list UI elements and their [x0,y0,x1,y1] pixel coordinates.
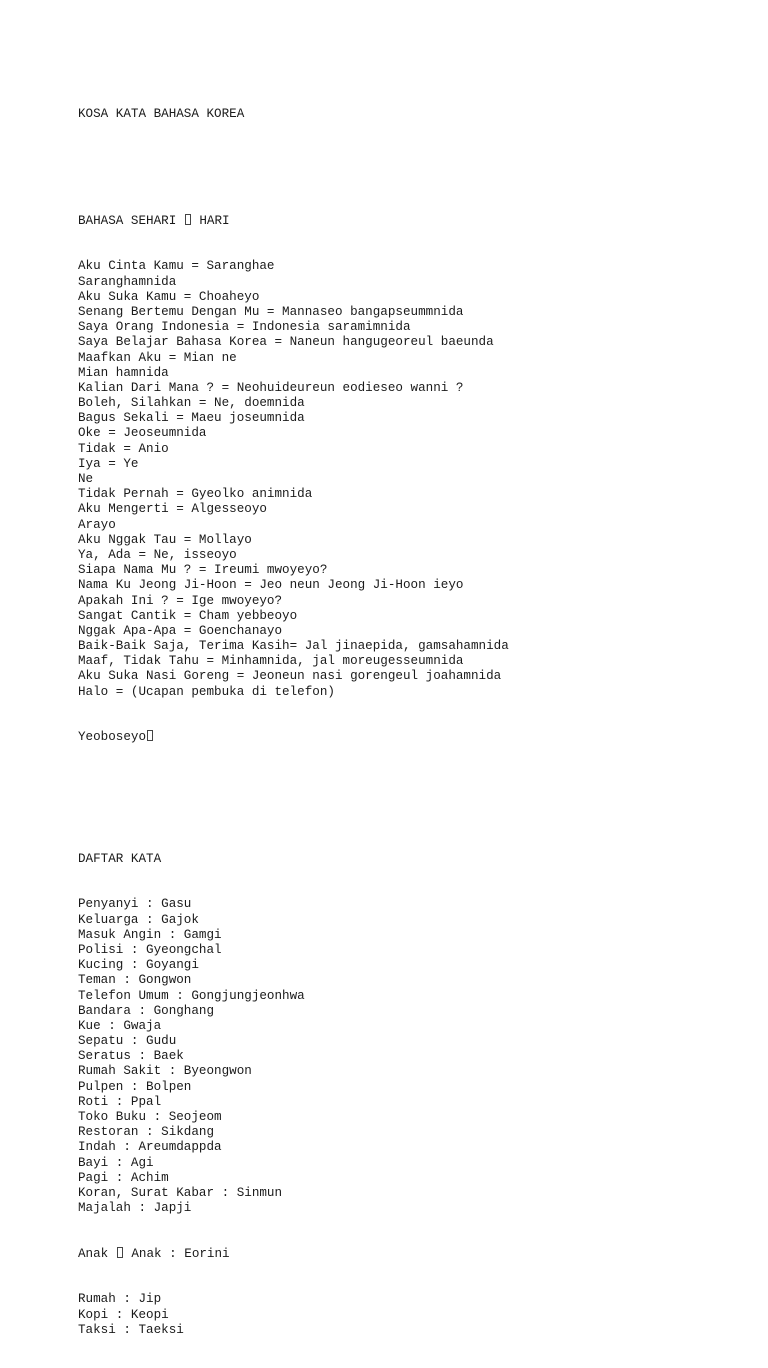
phrase-line: Maaf, Tidak Tahu = Minhamnida, jal moreugesseumnida [78,654,464,669]
phrase-line: Boleh, Silahkan = Ne, doemnida [78,396,305,411]
vocabulary-line: Masuk Angin : Gamgi [78,927,222,942]
phrase-line: Mian hamnida [78,365,169,380]
vocabulary-line: Roti : Ppal [78,1094,162,1109]
phrase-line: Tidak Pernah = Gyeolko animnida [78,487,313,502]
phrase-line: Baik-Baik Saja, Terima Kasih= Jal jinaepida, gamsahamnida [78,639,509,654]
phrase-line: Senang Bertemu Dengan Mu = Mannaseo bangapseummnida [78,304,464,319]
vocabulary-line: Kue : Gwaja [78,1018,162,1033]
phrase-line: Aku Suka Kamu = Choaheyo [78,289,260,304]
heading-text-post: HARI [191,213,230,228]
vocabulary-line: Bandara : Gonghang [78,1003,215,1018]
phrase-line: Iya = Ye [78,456,139,471]
phrase-line: Saya Belajar Bahasa Korea = Naneun hangugeoreul baeunda [78,335,494,350]
vocabulary-line-anak [78,1247,718,1262]
vocabulary-line: Pagi : Achim [78,1170,169,1185]
phrase-line: Nama Ku Jeong Ji-Hoon = Jeo neun Jeong Ji-Hoon ieyo [78,578,464,593]
vocabulary-line: Majalah : Japji [78,1201,192,1216]
missing-glyph-icon [147,730,153,741]
document-text [78,77,718,1368]
vocabulary-line: Kucing : Goyangi [78,958,199,973]
phrase-line: Nggak Apa-Apa = Goenchanayo [78,623,283,638]
vocabulary-line: Telefon Umum : Gongjungjeonhwa [78,988,305,1003]
phrase-line: Aku Mengerti = Algesseoyo [78,502,267,517]
vocabulary-line: Keluarga : Gajok [78,912,199,927]
vocabulary-line: Toko Buku : Seojeom [78,1110,222,1125]
vocabulary-line: Pulpen : Bolpen [78,1079,192,1094]
vocabulary-list [78,897,718,1216]
phrase-line: Halo = (Ucapan pembuka di telefon) [78,684,335,699]
vocabulary-line: Teman : Gongwon [78,973,192,988]
blank-line [78,791,718,806]
blank-line [78,153,718,168]
phrase-line: Maafkan Aku = Mian ne [78,350,237,365]
phrase-text: Yeoboseyo [78,730,147,745]
vocabulary-line: Indah : Areumdappda [78,1140,222,1155]
missing-glyph-icon [185,214,191,225]
heading-text-pre: BAHASA SEHARI [78,213,184,228]
phrase-line: Siapa Nama Mu ? = Ireumi mwoyeyo? [78,563,328,578]
phrase-line: Tidak = Anio [78,441,169,456]
vocabulary-line: Seratus : Baek [78,1049,184,1064]
phrase-line: Ya, Ada = Ne, isseoyo [78,547,237,562]
vocabulary-line: Koran, Surat Kabar : Sinmun [78,1185,283,1200]
vocabulary-line: Rumah : Jip [78,1292,162,1307]
section-heading-bahasa-sehari [78,214,718,229]
phrase-line: Aku Nggak Tau = Mollayo [78,532,252,547]
phrase-line: Sangat Cantik = Cham yebbeoyo [78,608,298,623]
vocabulary-line: Taksi : Taeksi [78,1322,184,1337]
document-title: KOSA KATA BAHASA KOREA [78,107,245,122]
phrase-line: Apakah Ini ? = Ige mwoyeyo? [78,593,283,608]
phrase-line: Saya Orang Indonesia = Indonesia saramimnida [78,320,411,335]
vocabulary-line: Bayi : Agi [78,1155,154,1170]
phrase-line-yeoboseyo [78,730,718,745]
vocabulary-line: Rumah Sakit : Byeongwon [78,1064,252,1079]
vocabulary-line: Polisi : Gyeongchal [78,942,222,957]
phrase-line: Aku Suka Nasi Goreng = Jeoneun nasi gorengeul joahamnida [78,669,502,684]
vocabulary-line: Sepatu : Gudu [78,1034,177,1049]
phrase-list [78,259,718,699]
vocab-text-pre: Anak [78,1246,116,1261]
missing-glyph-icon [117,1247,123,1258]
vocabulary-line: Kopi : Keopi [78,1307,169,1322]
phrase-line: Saranghamnida [78,274,177,289]
phrase-line: Ne [78,472,94,487]
phrase-line: Kalian Dari Mana ? = Neohuideureun eodieseo wanni ? [78,380,464,395]
phrase-line: Aku Cinta Kamu = Saranghae [78,259,275,274]
vocabulary-line: Restoran : Sikdang [78,1125,215,1140]
vocabulary-list-continued [78,1292,718,1338]
section-heading-daftar-kata: DAFTAR KATA [78,851,162,866]
vocabulary-line: Penyanyi : Gasu [78,897,192,912]
phrase-line: Arayo [78,517,116,532]
phrase-line: Bagus Sekali = Maeu joseumnida [78,411,305,426]
phrase-line: Oke = Jeoseumnida [78,426,207,441]
vocab-text-post: Anak : Eorini [123,1246,230,1261]
